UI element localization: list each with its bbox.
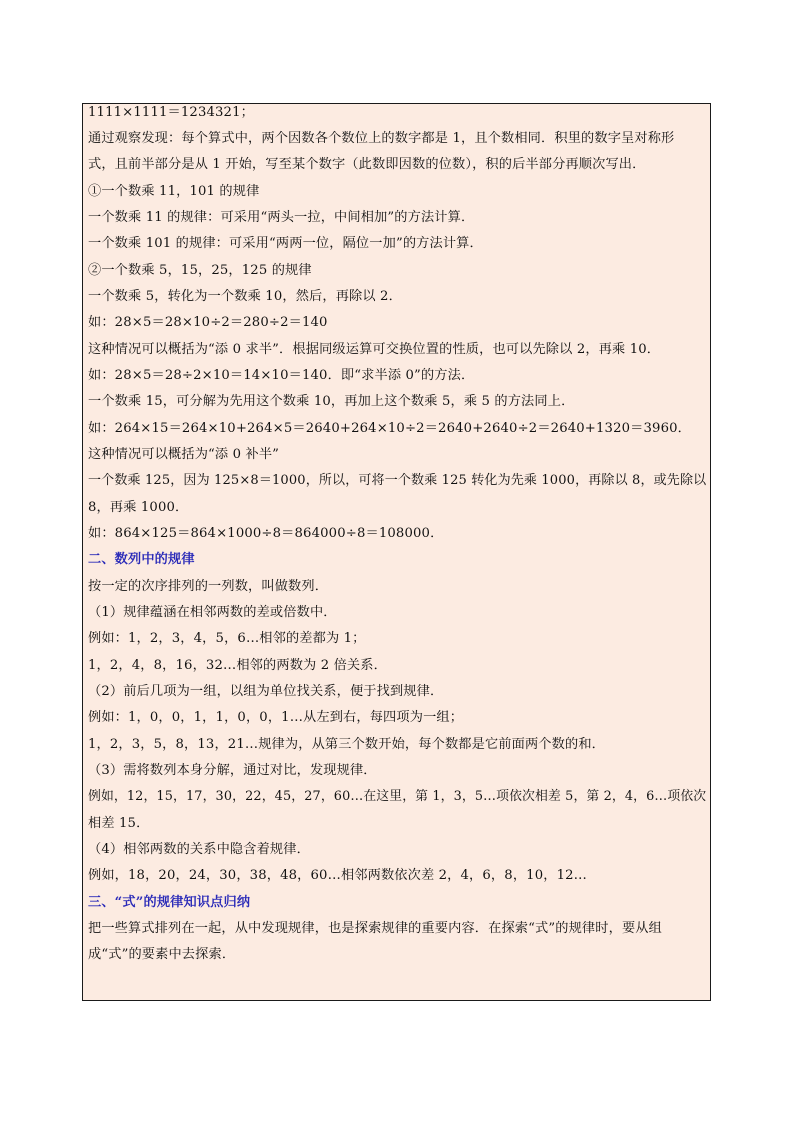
text-line: 这种情况可以概括为“添 0 补半” — [88, 447, 280, 462]
text-line: 一个数乘 101 的规律：可采用“两两一位，隔位一加”的方法计算． — [88, 236, 483, 251]
text-line: （2）前后几项为一组，以组为单位找关系，便于找到规律． — [88, 684, 444, 699]
text-line: （1）规律蕴涵在相邻两数的差或倍数中． — [88, 605, 337, 620]
section-heading: 二、数列中的规律 — [88, 552, 195, 567]
text-line: 8，再乘 1000． — [88, 500, 189, 515]
text-line: 这种情况可以概括为“添 0 求半”．根据同级运算可交换位置的性质，也可以先除以 2，再乘 10． — [88, 342, 661, 357]
text-line: 一个数乘 11 的规律：可采用“两头一拉，中间相加”的方法计算． — [88, 210, 475, 225]
text-line: ②一个数乘 5，15，25，125 的规律 — [88, 263, 312, 278]
text-line: 一个数乘 125，因为 125×8＝1000，所以，可将一个数乘 125 转化为先乘 1000，再除以 8，或先除以 — [88, 473, 707, 488]
text-line: 例如：1，2，3，4，5，6…相邻的差都为 1； — [88, 631, 366, 646]
text-line: 一个数乘 5，转化为一个数乘 10，然后，再除以 2． — [88, 289, 402, 304]
section-heading: 三、“式”的规律知识点归纳 — [88, 895, 251, 910]
text-line: 例如，12，15，17，30，22，45，27，60…在这里，第 1，3，5…项依次相差 5，第 2，4，6…项依次 — [88, 789, 707, 804]
text-line: 1，2，3，5，8，13，21…规律为，从第三个数开始，每个数都是它前面两个数的和． — [88, 737, 605, 752]
text-line: 如：264×15＝264×10+264×5＝2640+264×10÷2＝2640+2640÷2＝2640+1320＝3960． — [88, 421, 692, 436]
text-line: 式，且前半部分是从 1 开始，写至某个数字（此数即因数的位数），积的后半部分再顺次写出． — [88, 157, 646, 172]
text-line: 例如：1，0，0，1，1，0，0，1…从左到右，每四项为一组； — [88, 710, 464, 725]
text-line: 按一定的次序排列的一列数，叫做数列． — [88, 579, 329, 594]
text-line: 通过观察发现：每个算式中，两个因数各个数位上的数字都是 1，且个数相同．积里的数字呈对称形 — [88, 131, 675, 146]
text-line: （4）相邻两数的关系中隐含着规律． — [88, 842, 310, 857]
text-line: 一个数乘 15，可分解为先用这个数乘 10，再加上这个数乘 5，乘 5 的方法同上． — [88, 394, 575, 409]
text-line: 成“式”的要素中去探索． — [88, 947, 236, 962]
text-line: 如：864×125＝864×1000÷8＝864000÷8＝108000． — [88, 526, 444, 541]
text-line: ①一个数乘 11，101 的规律 — [88, 184, 260, 199]
text-line: 如：28×5＝28÷2×10＝14×10＝140．即“求半添 0”的方法． — [88, 368, 475, 383]
text-line: 相差 15． — [88, 816, 150, 831]
text-line: 把一些算式排列在一起，从中发现规律，也是探索规律的重要内容．在探索“式”的规律时，要从组 — [88, 921, 662, 936]
text-line: 例如，18，20，24，30，38，48，60…相邻两数依次差 2，4，6，8，10，12… — [88, 868, 587, 883]
text-line: 1，2，4，8，16，32…相邻的两数为 2 倍关系． — [88, 658, 387, 673]
text-line: 1111×1111＝1234321； — [88, 105, 254, 120]
text-line: 如：28×5＝28×10÷2＝280÷2＝140 — [88, 315, 328, 330]
text-line: （3）需将数列本身分解，通过对比，发现规律． — [88, 763, 377, 778]
